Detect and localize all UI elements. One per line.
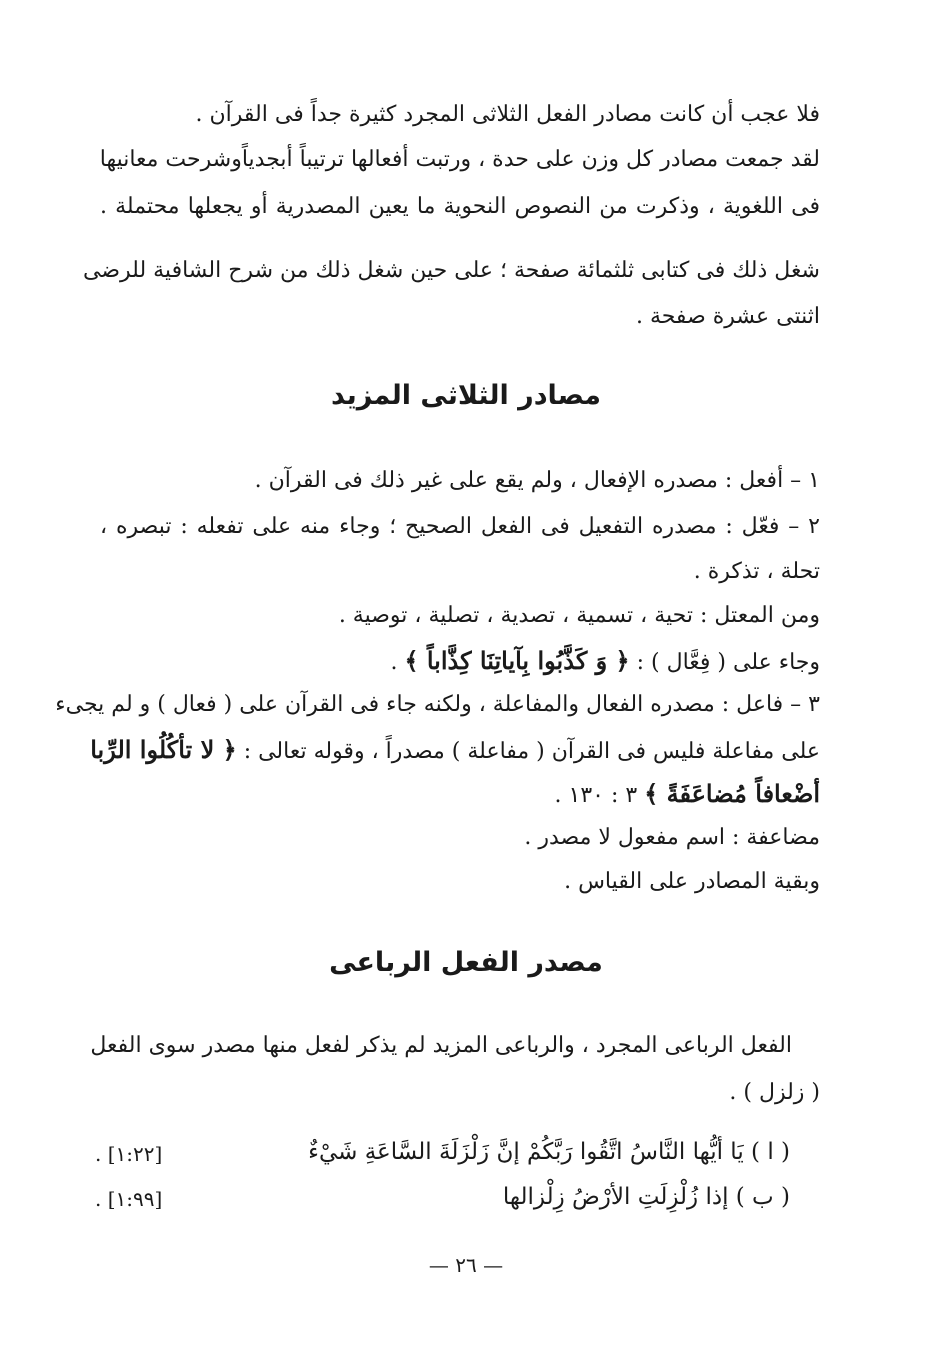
item-3-line-3 bbox=[100, 779, 820, 811]
verse-reference-3-130: ٣ : ١٣٠ . bbox=[554, 783, 638, 808]
example-a: ( ا ) يَا أيُّها النَّاسُ اتَّقُوا رَبَّكُمْ إنَّ زَلْزَلَةَ السَّاعَةِ شَيْءٌ bbox=[308, 1139, 790, 1165]
item-2-line-4-prefix: وجاء على ( فِعَّال ) : bbox=[636, 650, 820, 675]
item-3-line-2-prefix: على مفاعلة فليس فى القرآن ( مفاعلة ) مصدراً ، وقوله تعالى : bbox=[243, 739, 820, 764]
section-2-para-line-1: الفعل الرباعى المجرد ، والرباعى المزيد لم يذكر لفعل منها مصدر سوى الفعل bbox=[90, 1033, 792, 1058]
intro-line-2: لقد جمعت مصادر كل وزن على حدة ، ورتبت أفعالها ترتيباً أبجدياًوشرحت معانيها bbox=[99, 147, 820, 172]
item-3-line-5: وبقية المصادر على القياس . bbox=[564, 869, 820, 894]
example-a-reference: . [١:٢٢] bbox=[95, 1142, 163, 1166]
page-number: — ٢٦ — bbox=[428, 1253, 504, 1277]
quran-verse-riba: ﴿ لا تأكُلُوا الرِّبا bbox=[90, 735, 237, 764]
item-2-line-3: ومن المعتل : تحية ، تسمية ، تصدية ، تصلية ، توصية . bbox=[338, 603, 820, 628]
section-heading-mazid: مصادر الثلاثى المزيد bbox=[330, 380, 602, 411]
example-b: ( ب ) إذا زُلْزِلَتِ الأرْضُ زِلْزالها bbox=[502, 1184, 790, 1210]
item-3-line-4: مضاعفة : اسم مفعول لا مصدر . bbox=[524, 825, 820, 850]
item-2-line-2: تحلة ، تذكرة . bbox=[693, 559, 820, 584]
intro-line-3: فى اللغوية ، وذكرت من النصوص النحوية ما يعين المصدرية أو يجعلها محتملة . bbox=[100, 194, 820, 219]
quran-verse-kidhdhab: ﴿ وَ كَذَّبُوا بِآياتِنَا كِذَّاباً ﴾ bbox=[404, 646, 630, 675]
example-b-reference: . [١:٩٩] bbox=[95, 1187, 163, 1211]
item-1-afal: ١ – أفعل : مصدره الإفعال ، ولم يقع على غير ذلك فى القرآن . bbox=[254, 468, 820, 493]
item-3-line-1: ٣ – فاعل : مصدره الفعال والمفاعلة ، ولكنه جاء فى القرآن على ( فعال ) و لم يجىء bbox=[55, 692, 820, 717]
quran-verse-mudaafa: أضْعافاً مُضاعَفَةً ﴾ bbox=[644, 779, 820, 808]
item-2-line-4 bbox=[100, 646, 820, 678]
item-3-line-2 bbox=[90, 735, 820, 767]
section-heading-rubai: مصدر الفعل الرباعى bbox=[329, 947, 603, 978]
intro-line-1: فلا عجب أن كانت مصادر الفعل الثلاثى المجرد كثيرة جداً فى القرآن . bbox=[195, 102, 820, 127]
section-2-para-line-2: ( زلزل ) . bbox=[729, 1080, 820, 1105]
intro-line-5: اثنتى عشرة صفحة . bbox=[635, 304, 820, 329]
item-2-line-4-suffix: . bbox=[390, 650, 398, 675]
item-2-line-1: ٢ – فعّل : مصدره التفعيل فى الفعل الصحيح ؛ وجاء منه على تفعله : تبصره ، bbox=[100, 514, 820, 539]
intro-line-4: شغل ذلك فى كتابى ثلثمائة صفحة ؛ على حين شغل ذلك من شرح الشافية للرضى bbox=[83, 258, 820, 283]
